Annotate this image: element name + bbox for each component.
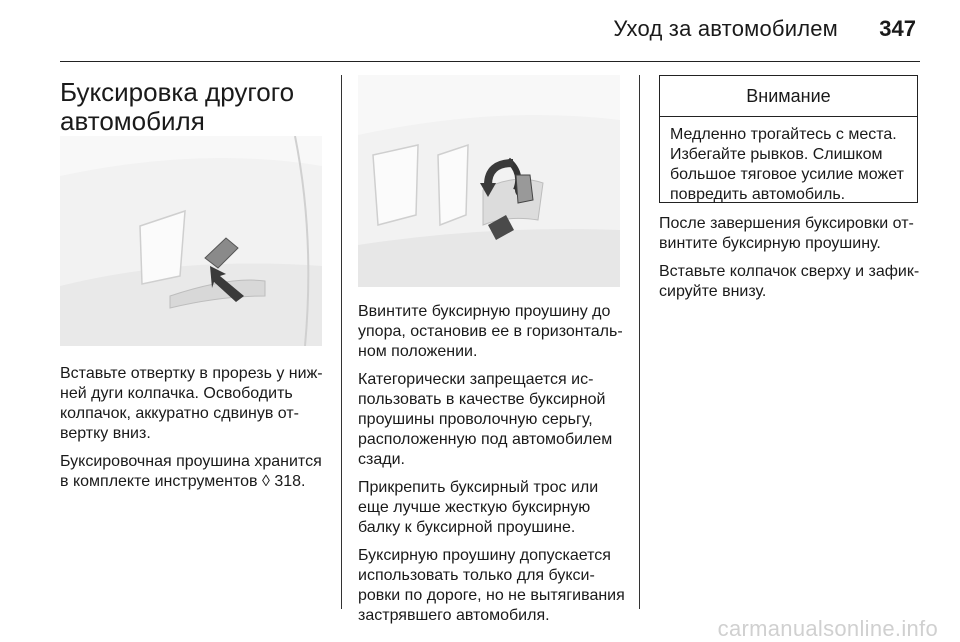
paragraph: Вставьте отвертку в прорезь у ниж-ней дуги колпачка. Освободить колпачок, аккуратно сдвинув от-вертку вниз. bbox=[60, 365, 323, 442]
section-title: Буксировка другого автомобиля bbox=[60, 77, 295, 136]
notice-text: Медленно трогайтесь с места. Избегайте рывков. Слишком большое тяговое усилие может повредить автомобиль. bbox=[670, 126, 904, 203]
illustration-towing-eye-install bbox=[358, 75, 620, 287]
paragraph: Буксировочная проушина хранится в комплекте инструментов ◊ 318. bbox=[60, 453, 322, 490]
paragraph: Буксирную проушину допускается использовать только для букси-ровки по дороге, но не вытягивания застрявшего автомобиля. bbox=[358, 547, 625, 624]
header-rule bbox=[60, 61, 920, 62]
column-2-text bbox=[358, 302, 630, 634]
warning-notice-box bbox=[659, 75, 918, 203]
paragraph: Вставьте колпачок сверху и зафик-сируйте внизу. bbox=[659, 263, 920, 300]
column-divider-2 bbox=[639, 75, 640, 609]
site-watermark: carmanualsonline.info bbox=[717, 616, 938, 641]
column-1-text bbox=[60, 364, 332, 500]
paragraph: Ввинтите буксирную проушину до упора, остановив ее в горизонталь-ном положении. bbox=[358, 303, 623, 360]
paragraph: Прикрепить буксирный трос или еще лучше жесткую буксирную балку к буксирной проушине. bbox=[358, 479, 599, 536]
bumper-cap-drawing bbox=[60, 136, 322, 346]
paragraph: Категорически запрещается ис-пользовать в качестве буксирной проушины проволочную серьгу, расположенную под автомобилем сзади. bbox=[358, 371, 613, 468]
column-3-text bbox=[659, 214, 927, 310]
column-divider-1 bbox=[341, 75, 342, 609]
notice-title: Внимание bbox=[660, 76, 917, 117]
paragraph: После завершения буксировки от-винтите буксирную проушину. bbox=[659, 215, 914, 252]
running-header-title: Уход за автомобилем bbox=[613, 16, 838, 41]
illustration-bumper-cap-removal bbox=[60, 136, 322, 346]
towing-eye-drawing bbox=[358, 75, 620, 287]
page-number: 347 bbox=[879, 16, 916, 41]
